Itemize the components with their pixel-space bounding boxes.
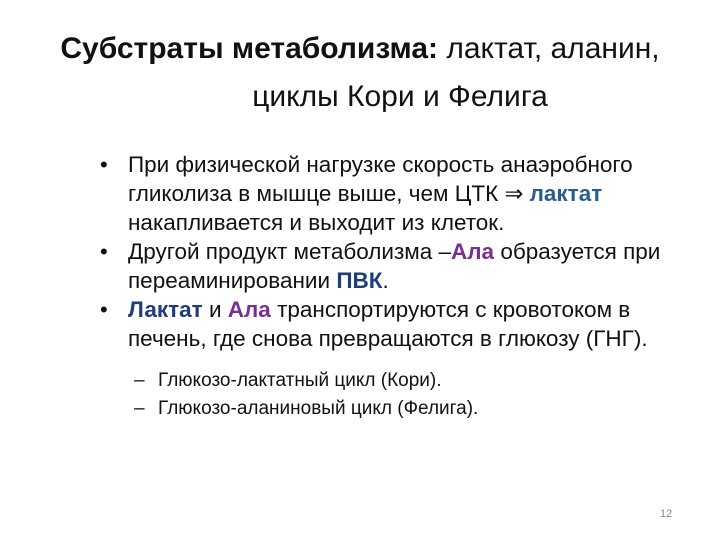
implies-arrow-icon: ⇒ — [504, 181, 530, 206]
bullet-dot-icon: • — [100, 239, 108, 264]
bullet-3-text: транспортируются с кровотоком в печень, где снова превращаются в глюкозу (ГНГ). — [128, 297, 648, 351]
bullet-item-1 — [100, 150, 708, 237]
bullet-2-mid: образуется при переаминировании — [128, 239, 661, 293]
dash-icon: – — [134, 370, 145, 391]
bullet-item-2 — [100, 237, 708, 295]
term-lactate: лактат — [529, 181, 603, 206]
bullet-3-and: и — [202, 297, 228, 322]
title-bold: Субстраты метаболизма: — [60, 32, 438, 65]
bullet-2-text: Другой продукт метаболизма – — [128, 239, 452, 264]
sub-list — [108, 367, 708, 423]
bullet-item-3 — [100, 295, 708, 353]
sub-item-cori — [134, 367, 708, 395]
dash-icon: – — [134, 398, 145, 419]
term-ala-2: Ала — [227, 297, 271, 322]
bullet-dot-icon: • — [100, 297, 108, 322]
term-pvk: ПВК — [336, 268, 383, 293]
term-ala: Ала — [451, 239, 495, 264]
page-number: 12 — [660, 508, 673, 520]
slide-title — [0, 28, 720, 118]
bullet-dot-icon: • — [100, 152, 108, 177]
title-rest: лактат, аланин, — [438, 32, 660, 65]
sub-item-2-text: Глюкозо-аланиновый цикл (Фелига). — [158, 398, 479, 419]
slide-content — [100, 150, 708, 423]
term-lactate-2: Лактат — [128, 297, 203, 322]
bullet-1-text: При физической нагрузке скорость анаэробного гликолиза в мышце выше, чем ЦТК — [128, 152, 633, 206]
bullet-1-tail: накапливается и выходит из клеток. — [128, 210, 505, 235]
sub-item-felig — [134, 395, 708, 423]
title-line2: циклы Кори и Фелига — [252, 80, 548, 113]
bullet-2-end: . — [382, 268, 389, 293]
sub-item-1-text: Глюкозо-лактатный цикл (Кори). — [158, 370, 442, 391]
